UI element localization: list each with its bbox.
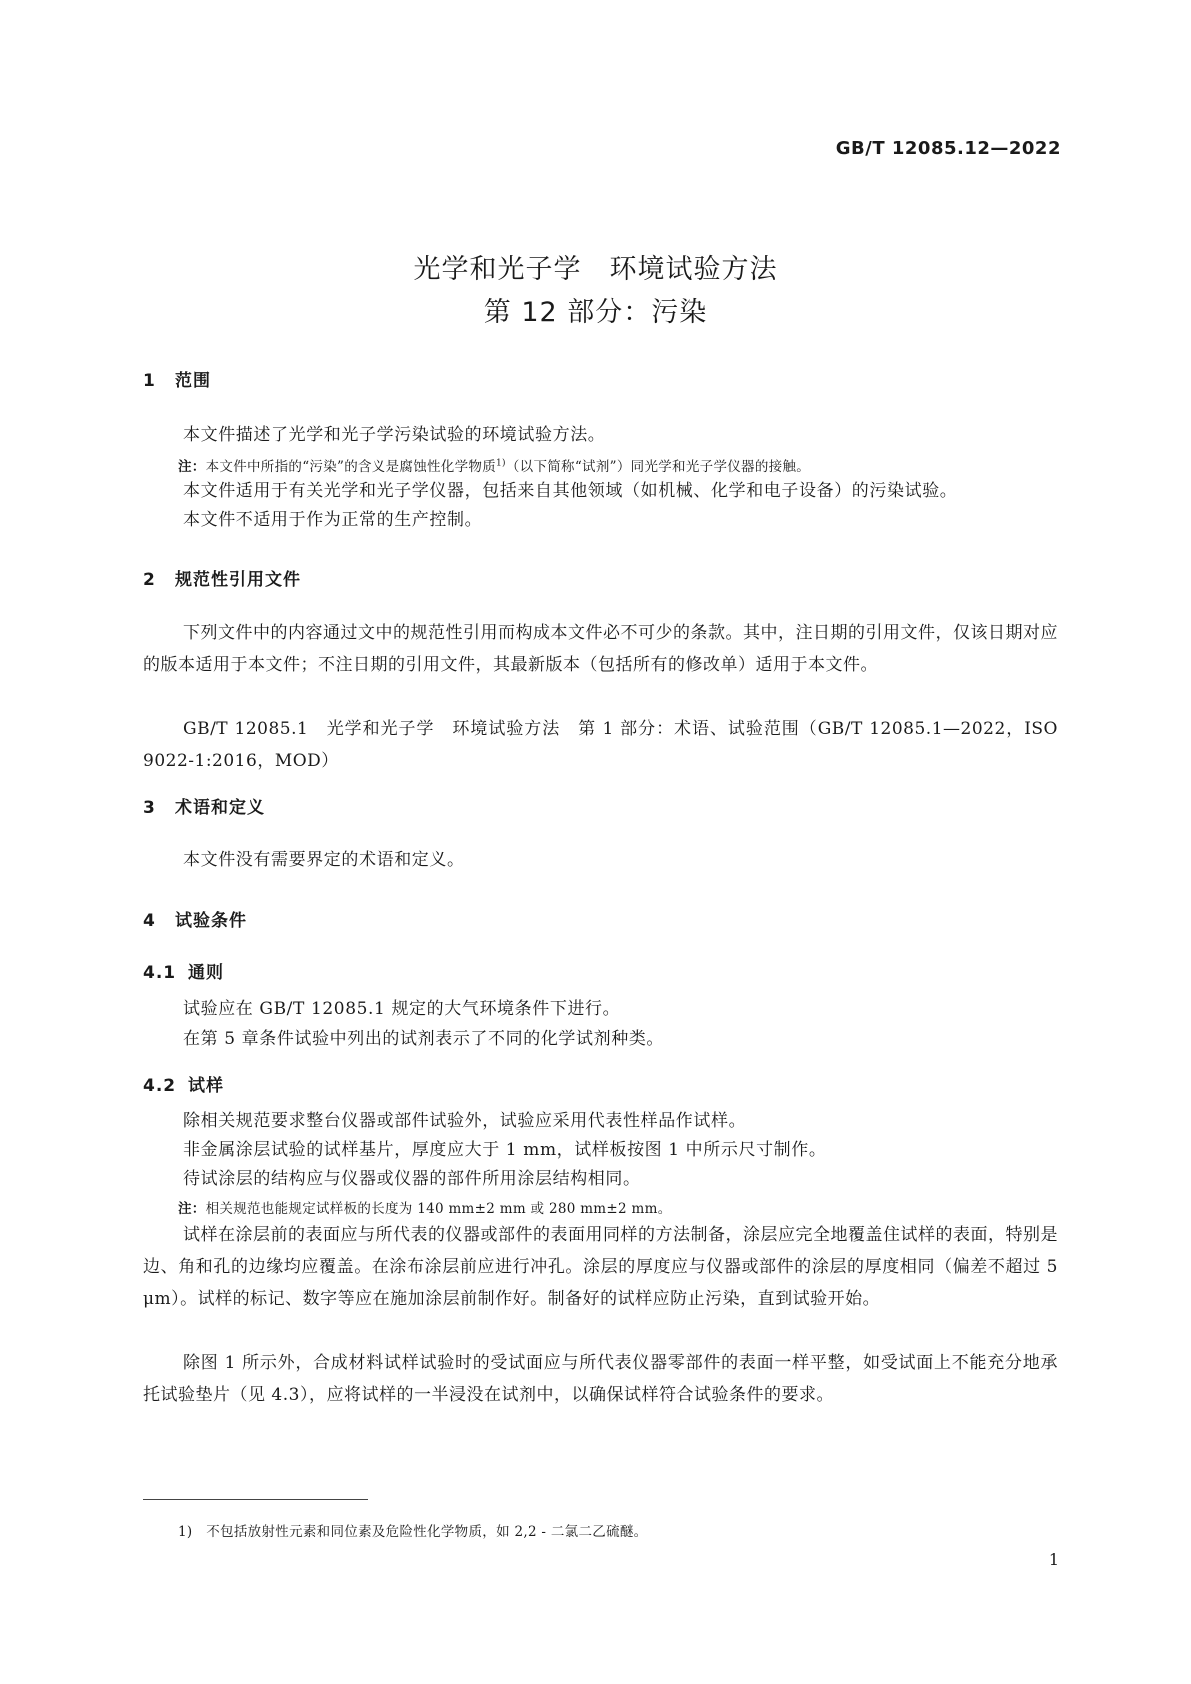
section-title: 规范性引用文件: [175, 570, 301, 590]
section-title: 通则: [188, 963, 224, 983]
section-1-heading: [143, 366, 211, 391]
footnote: [178, 1520, 648, 1540]
footnote-text: 不包括放射性元素和同位素及危险性化学物质，如 2,2 - 二氯二乙硫醚。: [206, 1524, 648, 1540]
note: [178, 455, 810, 475]
section-title: 范围: [175, 371, 211, 391]
section-3-heading: [143, 793, 265, 818]
paragraph: 除相关规范要求整台仪器或部件试验外，试验应采用代表性样品作试样。: [183, 1111, 747, 1131]
paragraph: 本文件没有需要界定的术语和定义。: [183, 850, 465, 870]
paragraph: 试样在涂层前的表面应与所代表的仪器或部件的表面用同样的方法制备，涂层应完全地覆盖住试样的表面，特别是边、角和孔的边缘均应覆盖。在涂布涂层前应进行冲孔。涂层的厚度应与仪器或部件的涂层的厚度相同（偏差不超过 5 μm）。试样的标记、数字等应在施加涂层前制作好。制备好的试样应防止污染，直到试验开始。: [143, 1225, 1058, 1309]
section-number: 4: [143, 911, 156, 931]
note-label: 注：: [178, 459, 206, 475]
footnote-divider: [143, 1499, 368, 1500]
paragraph: 本文件描述了光学和光子学污染试验的环境试验方法。: [183, 425, 606, 445]
section-4-heading: [143, 906, 247, 931]
section-number: 3: [143, 798, 156, 818]
paragraph: 非金属涂层试验的试样基片，厚度应大于 1 mm，试样板按图 1 中所示尺寸制作。: [183, 1140, 827, 1160]
normative-reference: GB/T 12085.1 光学和光子学 环境试验方法 第 1 部分：术语、试验范围（GB/T 12085.1—2022，ISO 9022-1:2016，MOD）: [143, 719, 1058, 771]
note-text: （以下简称“试剂”）同光学和光子学仪器的接触。: [505, 459, 811, 475]
paragraph: 除图 1 所示外，合成材料试样试验时的受试面应与所代表仪器零部件的表面一样平整，如受试面上不能充分地承托试验垫片（见 4.3），应将试样的一半浸没在试剂中，以确保试样符合试验条件的要求。: [143, 1353, 1058, 1405]
section-number: 4.2: [143, 1076, 177, 1096]
section-number: 1: [143, 371, 156, 391]
section-title: 试样: [188, 1076, 224, 1096]
paragraph: 下列文件中的内容通过文中的规范性引用而构成本文件必不可少的条款。其中，注日期的引用文件，仅该日期对应的版本适用于本文件；不注日期的引用文件，其最新版本（包括所有的修改单）适用于本文件。: [143, 623, 1058, 675]
note-label: 注：: [178, 1201, 206, 1217]
paragraph: 待试涂层的结构应与仪器或仪器的部件所用涂层结构相同。: [183, 1169, 641, 1189]
paragraph: 本文件不适用于作为正常的生产控制。: [183, 510, 483, 530]
paragraph: 在第 5 章条件试验中列出的试剂表示了不同的化学试剂种类。: [183, 1029, 665, 1049]
section-number: 2: [143, 570, 156, 590]
document-subtitle: 第 12 部分：污染: [483, 297, 708, 328]
section-title: 术语和定义: [175, 798, 265, 818]
paragraph: 试验应在 GB/T 12085.1 规定的大气环境条件下进行。: [183, 999, 621, 1019]
section-2-heading: [143, 565, 301, 590]
section-4-2-heading: [143, 1071, 224, 1096]
document-title: 光学和光子学 环境试验方法: [413, 254, 778, 285]
footnote-mark: 1): [178, 1524, 193, 1540]
note: [178, 1197, 672, 1217]
paragraph: 本文件适用于有关光学和光子学仪器，包括来自其他领域（如机械、化学和电子设备）的污染试验。: [183, 481, 958, 501]
note-text: 本文件中所指的“污染”的含义是腐蚀性化学物质: [205, 459, 497, 475]
section-number: 4.1: [143, 963, 177, 983]
standard-number: GB/T 12085.12—2022: [835, 138, 1061, 159]
note-text: 相关规范也能规定试样板的长度为 140 mm±2 mm 或 280 mm±2 mm。: [205, 1201, 672, 1217]
footnote-ref: 1): [496, 458, 506, 469]
section-4-1-heading: [143, 958, 224, 983]
page-number: 1: [1048, 1550, 1059, 1569]
section-title: 试验条件: [175, 911, 247, 931]
